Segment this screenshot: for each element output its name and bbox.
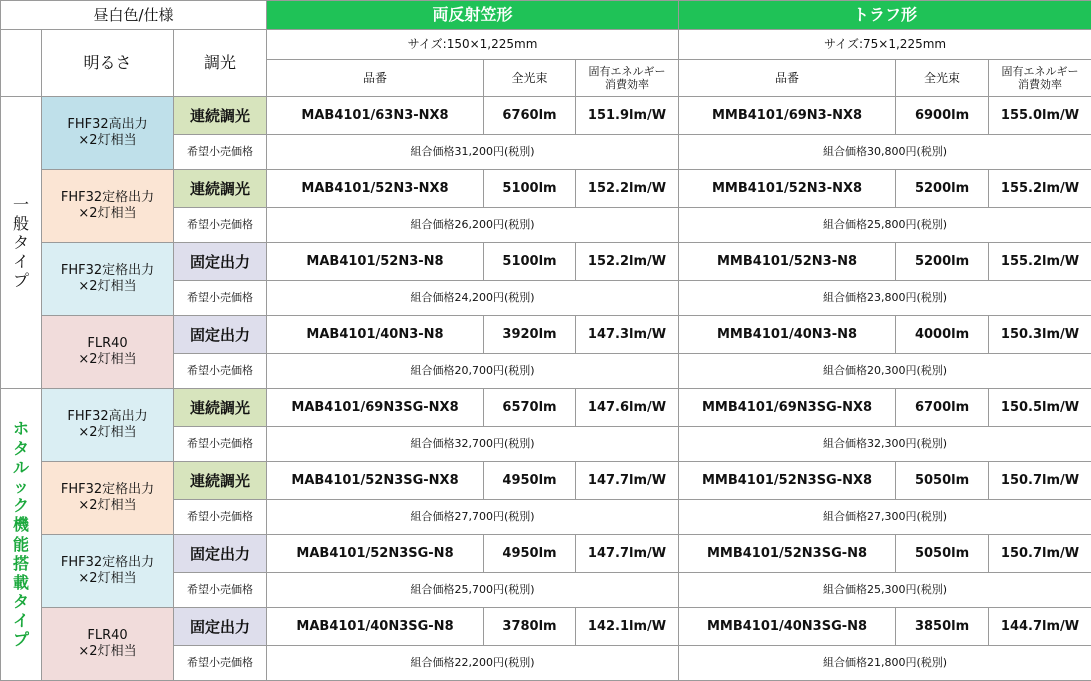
- efficiency-cell: 142.1lm/W: [576, 608, 679, 646]
- price-cell: 組合価格22,200円(税別): [267, 646, 679, 681]
- flux-cell: 5200lm: [896, 170, 989, 208]
- size-trough: サイズ:75×1,225mm: [679, 30, 1091, 60]
- price-label: 希望小売価格: [174, 135, 267, 170]
- lamp-cell: FHF32定格出力 ×2灯相当: [42, 243, 174, 316]
- efficiency-cell: 150.3lm/W: [989, 316, 1091, 354]
- flux-cell: 6900lm: [896, 97, 989, 135]
- model-cell: MMB4101/40N3SG-N8: [679, 608, 896, 646]
- efficiency-cell: 150.7lm/W: [989, 462, 1091, 500]
- flux-cell: 3780lm: [484, 608, 576, 646]
- model-cell: MAB4101/52N3SG-N8: [267, 535, 484, 573]
- dimming-cell: 連続調光: [174, 389, 267, 427]
- price-cell: 組合価格30,800円(税別): [679, 135, 1091, 170]
- group-title-reflector: 両反射笠形: [267, 1, 679, 30]
- price-label: 希望小売価格: [174, 427, 267, 462]
- price-cell: 組合価格20,300円(税別): [679, 354, 1091, 389]
- model-cell: MAB4101/52N3-N8: [267, 243, 484, 281]
- model-cell: MAB4101/63N3-NX8: [267, 97, 484, 135]
- flux-cell: 5050lm: [896, 462, 989, 500]
- efficiency-cell: 150.7lm/W: [989, 535, 1091, 573]
- efficiency-cell: 147.7lm/W: [576, 462, 679, 500]
- model-cell: MMB4101/52N3SG-NX8: [679, 462, 896, 500]
- size-reflector: サイズ:150×1,225mm: [267, 30, 679, 60]
- dimming-cell: 固定出力: [174, 535, 267, 573]
- spec-header-label: 昼白色/仕様: [1, 1, 267, 30]
- price-label: 希望小売価格: [174, 281, 267, 316]
- lamp-cell: FLR40 ×2灯相当: [42, 608, 174, 681]
- efficiency-cell: 152.2lm/W: [576, 170, 679, 208]
- lamp-cell: FHF32定格出力 ×2灯相当: [42, 170, 174, 243]
- price-cell: 組合価格25,300円(税別): [679, 573, 1091, 608]
- dimming-cell: 連続調光: [174, 170, 267, 208]
- header-corner: [1, 30, 42, 97]
- category-general: 一般タイプ: [1, 97, 42, 389]
- efficiency-cell: 147.7lm/W: [576, 535, 679, 573]
- brightness-header: 明るさ: [42, 30, 174, 97]
- col-efficiency-header-b: 固有エネルギー 消費効率: [989, 60, 1091, 97]
- dimming-cell: 固定出力: [174, 608, 267, 646]
- price-cell: 組合価格21,800円(税別): [679, 646, 1091, 681]
- flux-cell: 4950lm: [484, 462, 576, 500]
- model-cell: MAB4101/52N3-NX8: [267, 170, 484, 208]
- flux-cell: 4000lm: [896, 316, 989, 354]
- price-cell: 組合価格32,300円(税別): [679, 427, 1091, 462]
- dimming-cell: 連続調光: [174, 462, 267, 500]
- col-efficiency-header-a: 固有エネルギー 消費効率: [576, 60, 679, 97]
- flux-cell: 3850lm: [896, 608, 989, 646]
- price-label: 希望小売価格: [174, 208, 267, 243]
- price-label: 希望小売価格: [174, 646, 267, 681]
- lamp-cell: FHF32定格出力 ×2灯相当: [42, 535, 174, 608]
- dimming-header: 調光: [174, 30, 267, 97]
- lamp-cell: FLR40 ×2灯相当: [42, 316, 174, 389]
- price-label: 希望小売価格: [174, 573, 267, 608]
- lamp-cell: FHF32高出力 ×2灯相当: [42, 97, 174, 170]
- price-label: 希望小売価格: [174, 500, 267, 535]
- dimming-cell: 固定出力: [174, 243, 267, 281]
- efficiency-cell: 144.7lm/W: [989, 608, 1091, 646]
- price-cell: 組合価格27,300円(税別): [679, 500, 1091, 535]
- flux-cell: 3920lm: [484, 316, 576, 354]
- model-cell: MAB4101/40N3SG-N8: [267, 608, 484, 646]
- flux-cell: 5200lm: [896, 243, 989, 281]
- flux-cell: 6700lm: [896, 389, 989, 427]
- flux-cell: 4950lm: [484, 535, 576, 573]
- efficiency-cell: 151.9lm/W: [576, 97, 679, 135]
- efficiency-cell: 152.2lm/W: [576, 243, 679, 281]
- price-cell: 組合価格27,700円(税別): [267, 500, 679, 535]
- efficiency-cell: 155.0lm/W: [989, 97, 1091, 135]
- model-cell: MAB4101/69N3SG-NX8: [267, 389, 484, 427]
- flux-cell: 5100lm: [484, 243, 576, 281]
- price-cell: 組合価格31,200円(税別): [267, 135, 679, 170]
- efficiency-cell: 150.5lm/W: [989, 389, 1091, 427]
- category-hotaluck: ホタルック機能搭載タイプ: [1, 389, 42, 681]
- model-cell: MMB4101/69N3SG-NX8: [679, 389, 896, 427]
- dimming-cell: 連続調光: [174, 97, 267, 135]
- model-cell: MMB4101/40N3-N8: [679, 316, 896, 354]
- dimming-cell: 固定出力: [174, 316, 267, 354]
- price-cell: 組合価格25,800円(税別): [679, 208, 1091, 243]
- price-cell: 組合価格24,200円(税別): [267, 281, 679, 316]
- flux-cell: 6760lm: [484, 97, 576, 135]
- col-model-header-b: 品番: [679, 60, 896, 97]
- price-cell: 組合価格25,700円(税別): [267, 573, 679, 608]
- model-cell: MMB4101/52N3-NX8: [679, 170, 896, 208]
- flux-cell: 5050lm: [896, 535, 989, 573]
- model-cell: MAB4101/52N3SG-NX8: [267, 462, 484, 500]
- flux-cell: 6570lm: [484, 389, 576, 427]
- price-cell: 組合価格32,700円(税別): [267, 427, 679, 462]
- price-cell: 組合価格26,200円(税別): [267, 208, 679, 243]
- model-cell: MMB4101/69N3-NX8: [679, 97, 896, 135]
- efficiency-cell: 155.2lm/W: [989, 170, 1091, 208]
- flux-cell: 5100lm: [484, 170, 576, 208]
- col-flux-header-b: 全光束: [896, 60, 989, 97]
- efficiency-cell: 147.6lm/W: [576, 389, 679, 427]
- lamp-cell: FHF32定格出力 ×2灯相当: [42, 462, 174, 535]
- model-cell: MMB4101/52N3-N8: [679, 243, 896, 281]
- col-flux-header-a: 全光束: [484, 60, 576, 97]
- price-label: 希望小売価格: [174, 354, 267, 389]
- model-cell: MMB4101/52N3SG-N8: [679, 535, 896, 573]
- model-cell: MAB4101/40N3-N8: [267, 316, 484, 354]
- efficiency-cell: 147.3lm/W: [576, 316, 679, 354]
- price-cell: 組合価格23,800円(税別): [679, 281, 1091, 316]
- efficiency-cell: 155.2lm/W: [989, 243, 1091, 281]
- lamp-cell: FHF32高出力 ×2灯相当: [42, 389, 174, 462]
- price-cell: 組合価格20,700円(税別): [267, 354, 679, 389]
- col-model-header-a: 品番: [267, 60, 484, 97]
- group-title-trough: トラフ形: [679, 1, 1091, 30]
